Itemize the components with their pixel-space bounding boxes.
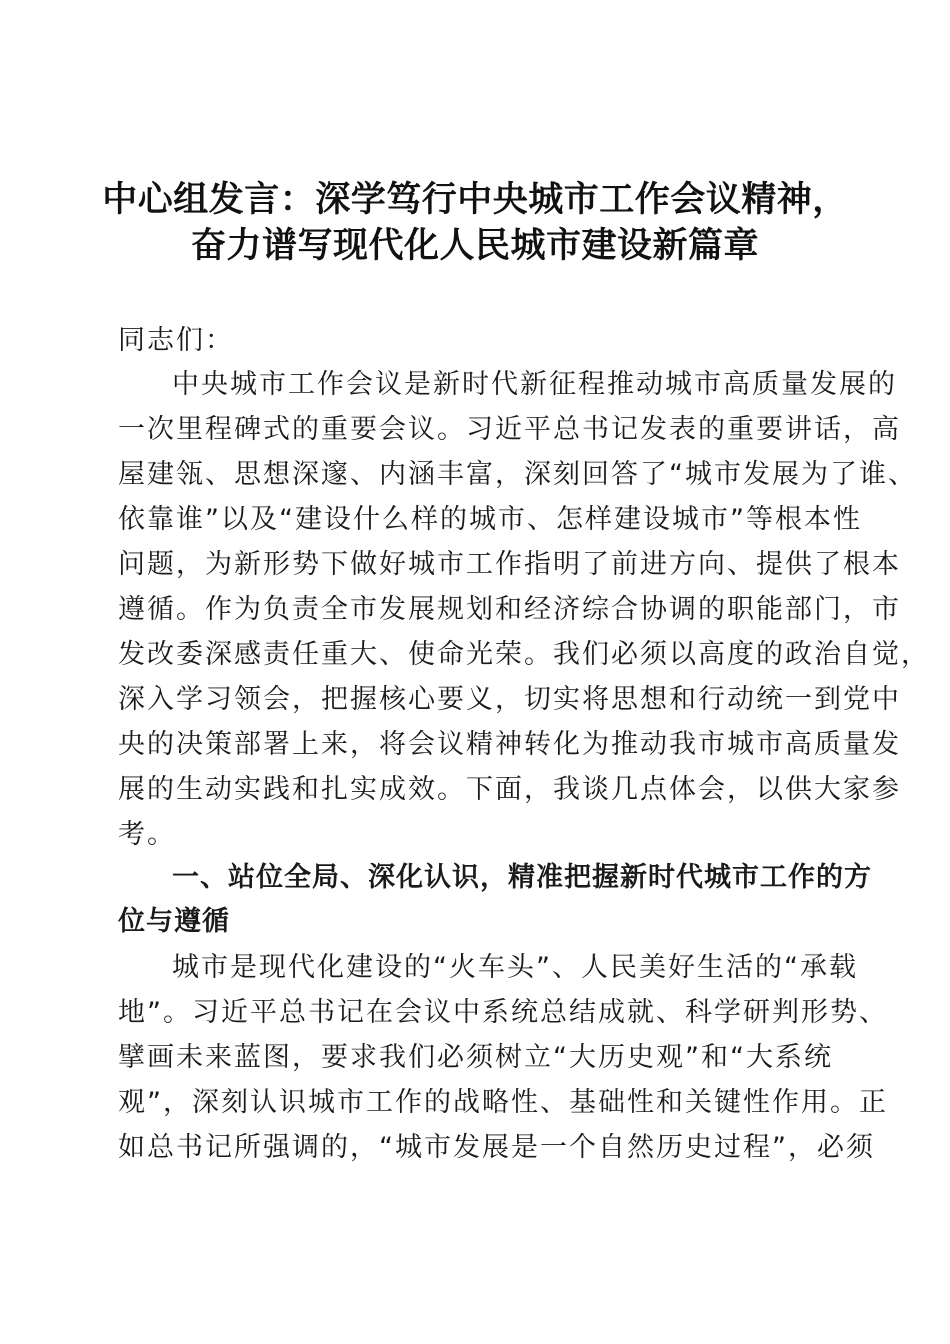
body-line: 展的生动实践和扎实成效。下面，我谈几点体会，以供大家参 <box>118 774 901 805</box>
body-line: 发改委深感责任重大、使命光荣。我们必须以高度的政治自觉， <box>118 639 930 670</box>
body-line: 城市是现代化建设的“火车头”、人民美好生活的“承载 <box>172 952 858 983</box>
body-line: 如总书记所强调的，“城市发展是一个自然历史过程”，必须 <box>118 1132 875 1163</box>
document-title-line-2: 奋力谱写现代化人民城市建设新篇章 <box>190 225 759 266</box>
body-line: 深入学习领会，把握核心要义，切实将思想和行动统一到党中 <box>118 684 901 715</box>
body-line: 央的决策部署上来，将会议精神转化为推动我市城市高质量发 <box>118 729 901 760</box>
body-line: 中央城市工作会议是新时代新征程推动城市高质量发展的 <box>172 369 897 400</box>
document-title-line-1: 中心组发言：深学笃行中央城市工作会议精神， <box>102 179 848 220</box>
body-line: 观”，深刻认识城市工作的战略性、基础性和关键性作用。正 <box>118 1087 888 1118</box>
body-line: 屋建瓴、思想深邃、内涵丰富，深刻回答了“城市发展为了谁、 <box>118 459 917 490</box>
body-line: 擘画未来蓝图，要求我们必须树立“大历史观”和“大系统 <box>118 1042 833 1073</box>
body-line: 地”。习近平总书记在会议中系统总结成就、科学研判形势、 <box>118 997 888 1028</box>
section-heading-line-1: 一、站位全局、深化认识，精准把握新时代城市工作的方 <box>172 862 872 893</box>
body-line: 问题，为新形势下做好城市工作指明了前进方向、提供了根本 <box>118 549 901 580</box>
body-line: 遵循。作为负责全市发展规划和经济综合协调的职能部门，市 <box>118 594 901 625</box>
body-line: 一次里程碑式的重要会议。习近平总书记发表的重要讲话，高 <box>118 414 901 445</box>
body-line: 依靠谁”以及“建设什么样的城市、怎样建设城市”等根本性 <box>118 504 862 535</box>
salutation: 同志们： <box>118 325 234 356</box>
section-heading-line-2: 位与遵循 <box>118 906 230 937</box>
body-line: 考。 <box>118 819 176 850</box>
